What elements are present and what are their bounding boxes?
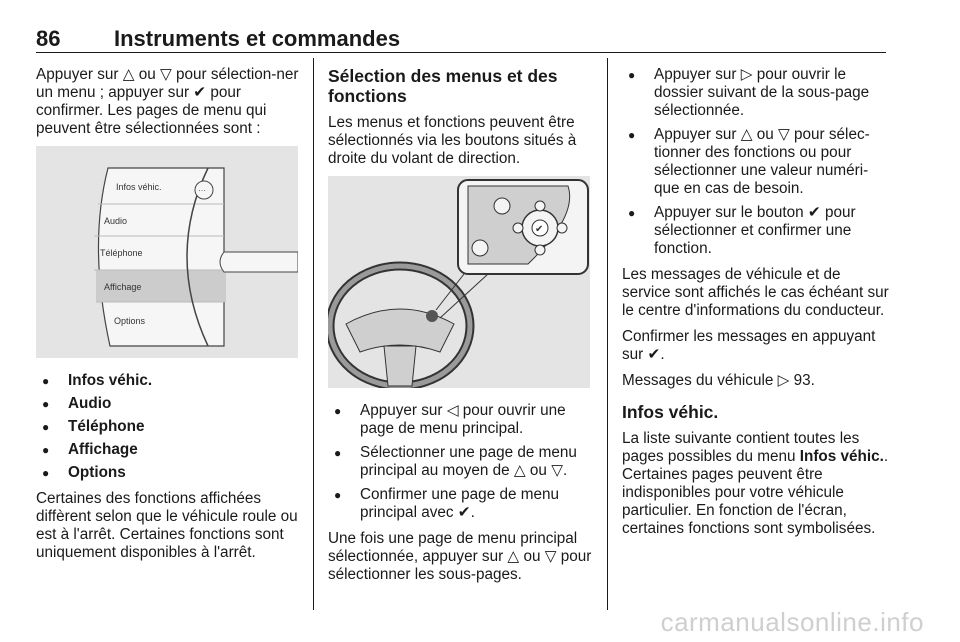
outro-paragraph: Certaines des fonctions affichées diffèrent selon que le véhicule roule ou est à l'arrêt. Certaines fonctions sont uniquement disponibles à l'arrêt.: [36, 490, 298, 561]
section-heading: Sélection des menus et des fonctions: [328, 66, 558, 106]
page-number: 86: [36, 26, 61, 51]
list-item: ● Appuyer sur ▷ pour ouvrir le dossier suivant de la sous-page sélectionnée.: [622, 66, 890, 120]
figure-label: Affichage: [104, 282, 142, 292]
list-item: ● Infos véhic.: [36, 372, 300, 390]
steering-wheel-illustration: [328, 176, 590, 388]
cross-reference: Messages du véhicule ▷ 93.: [622, 372, 815, 389]
list-item: ● Appuyer sur ◁ pour ouvrir une page de menu principal.: [328, 402, 592, 438]
confirm-messages-paragraph: Confirmer les messages en appuyant sur ✔.: [622, 328, 876, 363]
info-text: . Certaines pages peuvent être indisponibles pour votre véhicule particulier. En fonction de l'écran, certaines fonctions sont symbolisées.: [622, 448, 889, 537]
figure-label: Options: [114, 316, 146, 326]
intro-paragraph: Appuyer sur △ ou ▽ pour sélection-ner un menu ; appuyer sur ✔ pour confirmer. Les pages de menu qui peuvent être sélectionnées sont :: [36, 66, 299, 137]
instruction-list: [622, 66, 890, 258]
column-3: [622, 66, 890, 546]
figure-label: Infos véhic.: [116, 182, 162, 192]
menu-display-illustration: [36, 146, 298, 358]
list-item: ● Confirmer une page de menu principal avec ✔.: [328, 486, 592, 522]
info-paragraph: [622, 430, 890, 538]
column-2: [328, 66, 592, 592]
svg-text:···: ···: [198, 186, 206, 195]
list-item: ● Appuyer sur le bouton ✔ pour sélectionner et confirmer une fonction.: [622, 204, 890, 258]
menu-name: Infos véhic.: [799, 448, 884, 465]
section-heading: Infos véhic.: [622, 402, 719, 422]
watermark: carmanualsonline.info: [660, 607, 924, 637]
page-title: Instruments et commandes: [114, 26, 401, 51]
vehicle-messages-paragraph: Les messages de véhicule et de service sont affichés le cas échéant sur le centre d'informations du conducteur.: [622, 266, 889, 319]
page-header: [36, 26, 886, 53]
instruction-list: [328, 402, 592, 522]
list-item: ● Sélectionner une page de menu principal au moyen de △ ou ▽.: [328, 444, 592, 480]
list-item: ● Téléphone: [36, 418, 300, 436]
column-1: [36, 66, 300, 570]
column-divider: [607, 58, 608, 610]
info-text: La liste suivante contient toutes les pages possibles du menu: [622, 430, 860, 465]
list-item: ● Options: [36, 464, 300, 482]
outro-paragraph: Une fois une page de menu principal sélectionnée, appuyer sur △ ou ▽ pour sélectionner les sous-pages.: [328, 530, 592, 583]
section-paragraph: Les menus et fonctions peuvent être sélectionnés via les boutons situés à droite du volant de direction.: [328, 114, 577, 167]
steering-wheel-figure: [328, 176, 590, 388]
menu-display-figure: [36, 146, 298, 358]
figure-label: Téléphone: [100, 248, 143, 258]
svg-text:✔: ✔: [535, 224, 544, 235]
column-divider: [313, 58, 314, 610]
list-item: ● Audio: [36, 395, 300, 413]
list-item: ● Affichage: [36, 441, 300, 459]
figure-label: Audio: [104, 216, 128, 226]
menu-pages-list: [36, 372, 300, 482]
list-item: ● Appuyer sur △ ou ▽ pour sélec-tionner des fonctions ou pour sélectionner une valeur numéri-que en cas de besoin.: [622, 126, 890, 198]
